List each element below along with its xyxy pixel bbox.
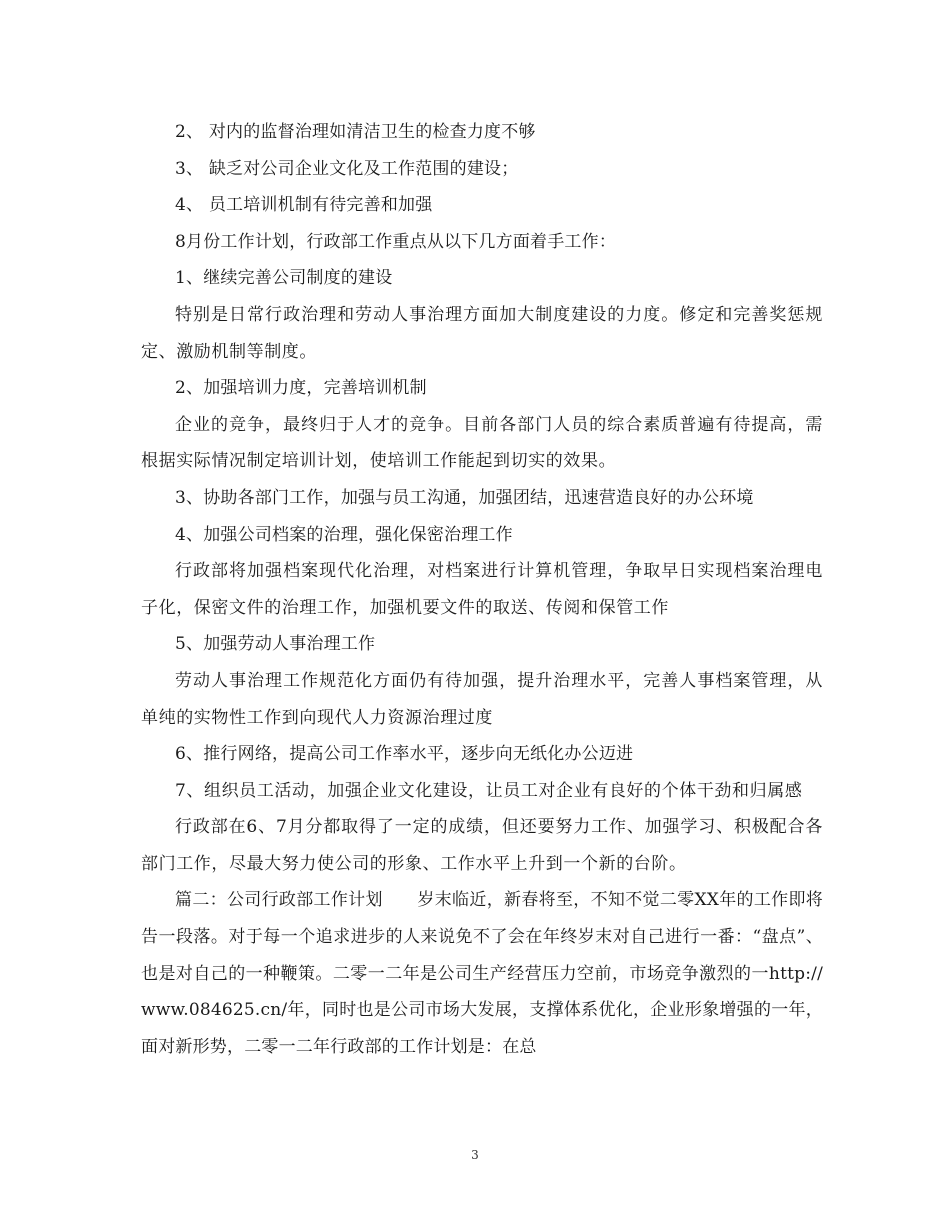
- paragraph-august-plan-intro: 8月份工作计划，行政部工作重点从以下几方面着手工作：: [175, 231, 617, 252]
- heading-plan-2: 2、加强培训力度，完善培训机制: [175, 378, 427, 399]
- paragraph-item-2: 2、 对内的监督治理如清洁卫生的检查力度不够: [175, 122, 536, 142]
- paragraph-plan-1-body: 特别是日常行政治理和劳动人事治理方面加大制度建设的力度。修定和完善奖惩规定、激励机制等制度。: [141, 304, 823, 362]
- paragraph-item-4: 4、 员工培训机制有待完善和加强: [175, 195, 433, 216]
- heading-plan-1: 1、继续完善公司制度的建设: [175, 268, 393, 289]
- document-body: [141, 114, 823, 1065]
- page-number: 3: [471, 1148, 479, 1162]
- paragraph-item-3: 3、 缺乏对公司企业文化及工作范围的建设；: [175, 158, 519, 179]
- heading-plan-5: 5、加强劳动人事治理工作: [175, 634, 376, 655]
- paragraph-plan-4-body: 行政部将加强档案现代化治理，对档案进行计算机管理，争取早日实现档案治理电子化，保密文件的治理工作，加强机要文件的取送、传阅和保管工作: [141, 561, 823, 618]
- heading-plan-4: 4、加强公司档案的治理，强化保密治理工作: [175, 524, 513, 545]
- paragraph-summary: 行政部在6、7月分都取得了一定的成绩，但还要努力工作、加强学习、积极配合各部门工作，尽最大努力使公司的形象、工作水平上升到一个新的台阶。: [141, 817, 823, 874]
- heading-plan-3: 3、协助各部门工作，加强与员工沟通，加强团结，迅速营造良好的办公环境: [175, 487, 754, 508]
- heading-plan-7: 7、组织员工活动，加强企业文化建设，让员工对企业有良好的个体干劲和归属感: [175, 780, 803, 801]
- paragraph-article-two: 篇二：公司行政部工作计划 岁末临近，新春将至，不知不觉二零XX年的工作即将告一段落。对于每一个追求进步的人来说免不了会在年终岁末对自己进行一番：“盘点”、也是对自己的一种鞭策。二零一二年是公司生产经营压力空前，市场竞争激烈的一http://www.084625.cn/年，同时也是公司市场大发展，支撑体系优化，企业形象增强的一年，面对新形势，二零一二年行政部的工作计划是：在总: [141, 890, 823, 1057]
- heading-plan-6: 6、推行网络，提高公司工作率水平，逐步向无纸化办公迈进: [175, 744, 634, 765]
- paragraph-plan-5-body: 劳动人事治理工作规范化方面仍有待加强，提升治理水平，完善人事档案管理，从单纯的实物性工作到向现代人力资源治理过度: [141, 670, 823, 728]
- paragraph-plan-2-body: 企业的竞争，最终归于人才的竞争。目前各部门人员的综合素质普遍有待提高，需根据实际情况制定培训计划，使培训工作能起到切实的效果。: [141, 414, 823, 472]
